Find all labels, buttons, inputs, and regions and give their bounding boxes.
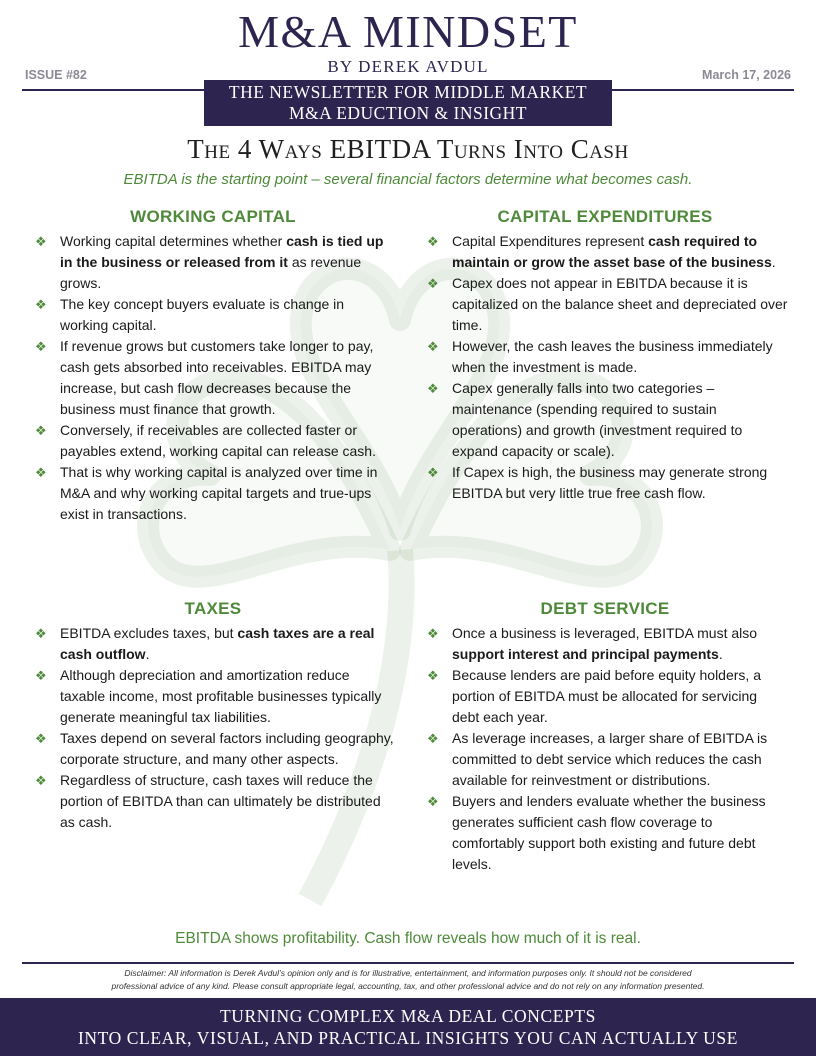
bullet-item	[422, 791, 788, 875]
diamond-dots-icon: ❖	[427, 234, 439, 249]
diamond-dots-icon: ❖	[35, 773, 47, 788]
bullet-item	[422, 665, 788, 728]
diamond-dots-icon: ❖	[427, 276, 439, 291]
diamond-dots-icon: ❖	[427, 339, 439, 354]
bullet-list	[422, 623, 788, 875]
bullet-item	[30, 728, 396, 770]
byline: BY DEREK AVDUL	[327, 57, 489, 76]
bullet-text: .	[771, 254, 776, 270]
section-title: TAXES	[184, 599, 242, 618]
article-headline: The 4 Ways EBITDA Turns Into Cash	[187, 134, 629, 164]
bullet-text: That is why working capital is analyzed over time in M&A and why working capital targets and true-ups exist in transactions.	[60, 464, 378, 522]
bullet-item	[422, 462, 788, 504]
diamond-dots-icon: ❖	[35, 465, 47, 480]
section-title: WORKING CAPITAL	[130, 207, 296, 226]
footer-banner	[0, 998, 816, 1056]
diamond-dots-icon: ❖	[427, 465, 439, 480]
bullet-text: Once a business is leveraged, EBITDA must also	[452, 625, 758, 641]
masthead	[0, 6, 816, 76]
bullet-text: Taxes depend on several factors including geography, corporate structure, and many other aspects.	[60, 730, 394, 767]
bullet-item	[30, 231, 396, 294]
bullet-text: Capex does not appear in EBITDA because it is capitalized on the balance sheet and depreciated over time.	[452, 275, 788, 333]
bullet-text: Working capital determines whether	[60, 233, 287, 249]
bullet-text-bold: support interest and principal payments	[452, 646, 719, 662]
bullet-text: Capex generally falls into two categories – maintenance (spending required to sustain operations) and growth (investment required to expand capacity or scale).	[452, 380, 743, 459]
bullet-list	[422, 231, 788, 504]
bullet-text: Capital Expenditures represent	[452, 233, 649, 249]
bullet-text-bold: cash taxes are a real cash outflow	[60, 625, 375, 662]
bullet-text: The key concept buyers evaluate is change in working capital.	[60, 296, 345, 333]
bullet-item	[30, 623, 396, 665]
section-capital-expenditures	[422, 207, 788, 504]
bullet-item	[422, 623, 788, 665]
diamond-dots-icon: ❖	[35, 234, 47, 249]
section-title: DEBT SERVICE	[540, 599, 670, 618]
bullet-text: .	[718, 646, 723, 662]
bullet-text-bold: cash is tied up in the business or released from it	[60, 233, 384, 270]
bullet-item	[422, 273, 788, 336]
bullet-text: However, the cash leaves the business immediately when the investment is made.	[452, 338, 773, 375]
bullet-item	[30, 420, 396, 462]
section-title: CAPITAL EXPENDITURES	[497, 207, 713, 226]
closing-statement: EBITDA shows profitability. Cash flow reveals how much of it is real.	[175, 930, 641, 947]
issue-number: ISSUE #82	[25, 68, 87, 82]
diamond-dots-icon: ❖	[427, 668, 439, 683]
footer-line-2: INTO CLEAR, VISUAL, AND PRACTICAL INSIGHTS YOU CAN ACTUALLY USE	[77, 1028, 739, 1048]
bullet-text: Because lenders are paid before equity holders, a portion of EBITDA must be allocated for servicing debt each year.	[452, 667, 761, 725]
bullet-text: Although depreciation and amortization reduce taxable income, most profitable businesses typically generate meaningful tax liabilities.	[60, 667, 382, 725]
bullet-item	[30, 336, 396, 420]
bullet-item	[422, 728, 788, 791]
bullet-list	[30, 231, 396, 525]
disclaimer-line-1: Disclaimer: All information is Derek Avdul’s opinion only and is for illustrative, entertainment, and information purposes only. It should not be considered	[124, 968, 692, 978]
diamond-dots-icon: ❖	[427, 731, 439, 746]
section-working-capital	[30, 207, 396, 525]
bullet-text: EBITDA excludes taxes, but	[60, 625, 238, 641]
bullet-text: If revenue grows but customers take longer to pay, cash gets absorbed into receivables. EBITDA may increase, but cash flow decreases because the business must finance that growth.	[60, 338, 374, 417]
disclaimer	[40, 967, 776, 993]
diamond-dots-icon: ❖	[427, 381, 439, 396]
bullet-item	[30, 770, 396, 833]
diamond-dots-icon: ❖	[35, 731, 47, 746]
diamond-dots-icon: ❖	[35, 423, 47, 438]
tagline-line-2: M&A EDUCTION & INSIGHT	[288, 103, 527, 123]
section-taxes	[30, 599, 396, 833]
footer-rule	[22, 962, 794, 964]
bullet-text: Regardless of structure, cash taxes will reduce the portion of EBITDA than can ultimately be distributed as cash.	[60, 772, 381, 830]
issue-date: March 17, 2026	[702, 68, 791, 82]
bullet-text: .	[145, 646, 150, 662]
bullet-item	[30, 294, 396, 336]
bullet-text: Conversely, if receivables are collected faster or payables extend, working capital can release cash.	[60, 422, 376, 459]
bullet-list	[30, 623, 396, 833]
bullet-item	[422, 231, 788, 273]
bullet-text-bold: cash required to maintain or grow the asset base of the business	[452, 233, 772, 270]
diamond-dots-icon: ❖	[35, 297, 47, 312]
bullet-item	[422, 378, 788, 462]
article-subhead: EBITDA is the starting point – several financial factors determine what becomes cash.	[123, 171, 693, 188]
tagline-box	[204, 80, 612, 126]
diamond-dots-icon: ❖	[35, 626, 47, 641]
disclaimer-line-2: professional advice of any kind. Please consult appropriate legal, accounting, tax, and other professional advice and do not rely on any information presented.	[111, 981, 705, 991]
diamond-dots-icon: ❖	[35, 668, 47, 683]
tagline-line-1: THE NEWSLETTER FOR MIDDLE MARKET	[228, 82, 588, 102]
diamond-dots-icon: ❖	[35, 339, 47, 354]
bullet-text: as revenue grows.	[60, 254, 362, 291]
bullet-text: As leverage increases, a larger share of EBITDA is committed to debt service which reduces the cash available for reinvestment or distributions.	[452, 730, 768, 788]
bullet-item	[422, 336, 788, 378]
footer-line-1: TURNING COMPLEX M&A DEAL CONCEPTS	[220, 1006, 596, 1026]
bullet-text: If Capex is high, the business may generate strong EBITDA but very little true free cash flow.	[452, 464, 768, 501]
diamond-dots-icon: ❖	[427, 794, 439, 809]
bullet-item	[30, 462, 396, 525]
section-debt-service	[422, 599, 788, 875]
diamond-dots-icon: ❖	[427, 626, 439, 641]
newsletter-title: M&A MINDSET	[238, 6, 578, 57]
bullet-text: Buyers and lenders evaluate whether the business generates sufficient cash flow coverage to comfortably support both existing and future debt levels.	[452, 793, 766, 872]
bullet-item	[30, 665, 396, 728]
